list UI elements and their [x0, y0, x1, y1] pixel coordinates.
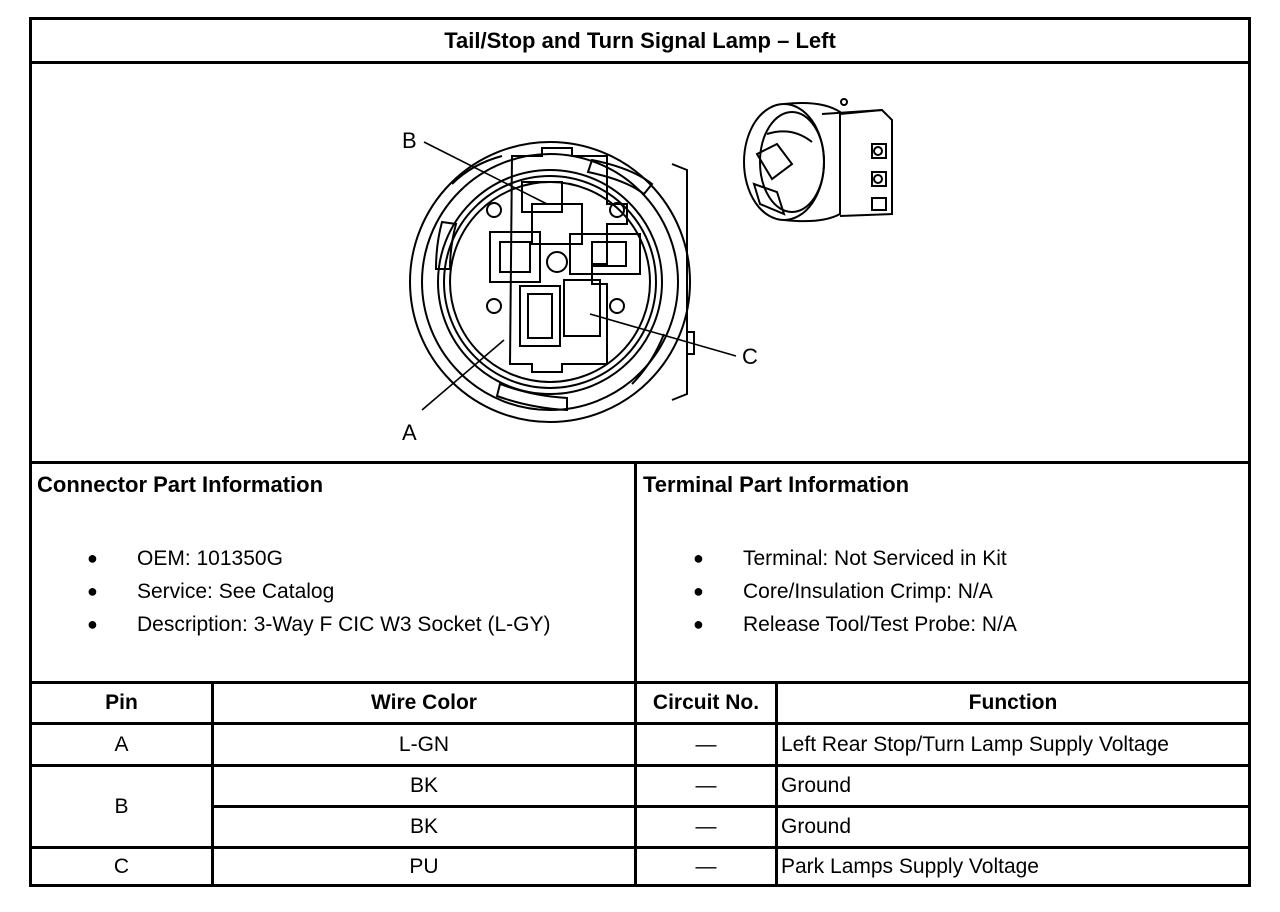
column-header-wire-color: Wire Color: [371, 691, 477, 714]
table-cell-wire: PU: [409, 854, 439, 878]
table-cell-circuit: —: [695, 732, 717, 756]
socket-perspective-icon: [744, 99, 892, 221]
page-title: Tail/Stop and Turn Signal Lamp – Left: [444, 27, 836, 53]
column-header-pin: Pin: [105, 691, 138, 714]
table-cell-function: Park Lamps Supply Voltage: [781, 854, 1039, 878]
table-cell-circuit: —: [695, 854, 717, 878]
terminal-info-heading: Terminal Part Information: [643, 472, 910, 497]
callout-c: C: [742, 344, 758, 369]
table-cell-function: Ground: [781, 815, 852, 838]
table-cell-function: Ground: [781, 774, 852, 797]
table-cell-pin: B: [114, 794, 129, 818]
connector-info-heading: Connector Part Information: [37, 472, 324, 497]
figure-divider: [32, 461, 1248, 464]
column-header-circuit: Circuit No.: [652, 691, 760, 714]
table-cell-circuit: —: [695, 774, 717, 797]
table-cell-pin: C: [113, 854, 130, 878]
table-cell-wire: BK: [409, 815, 438, 838]
table-cell-wire: L-GN: [398, 732, 450, 756]
column-header-function: Function: [968, 691, 1058, 714]
table-cell-function: Left Rear Stop/Turn Lamp Supply Voltage: [781, 732, 1169, 756]
info-divider: [634, 464, 637, 681]
callout-b: B: [402, 128, 417, 153]
table-cell-pin: A: [114, 732, 129, 756]
connector-face-diagram: [32, 64, 1248, 461]
connector-sheet: Tail/Stop and Turn Signal Lamp – Left B C A Connector Part Information ● OEM: 101350G ● Service: See Catalog ● Description: 3-Way F CIC W3 Socket (L-GY) Terminal Part Information ● Terminal: Not Serviced in Kit ● Core/Insulation Crimp: N/A ● Release Tool/Test Probe: N/A Pin Wire Color Circuit No. Function A L-GN — Left Rear Stop/Turn Lamp Supply Voltage B BK — Ground BK — Ground C PU — Park Lamps Supply Voltage: [29, 17, 1251, 887]
connector-illustration: [32, 64, 1248, 461]
callout-a: A: [402, 420, 417, 445]
table-cell-circuit: —: [695, 815, 717, 838]
table-cell-wire: BK: [409, 774, 438, 797]
